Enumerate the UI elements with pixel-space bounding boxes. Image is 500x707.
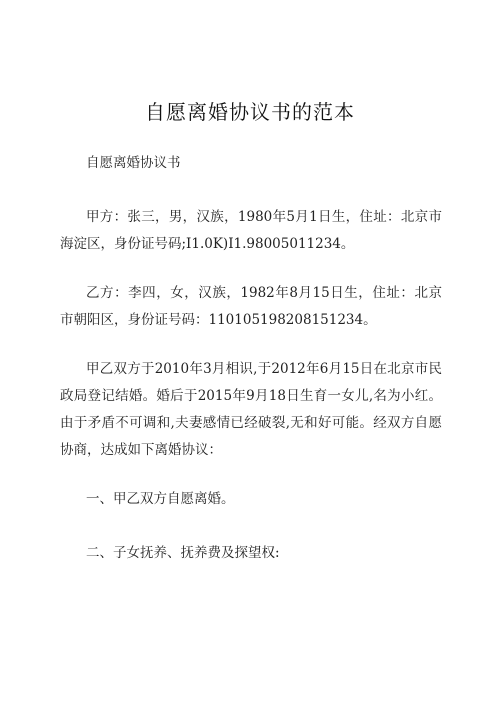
party-b-paragraph: 乙方：李四，女，汉族，1982年8月15日生，住址：北京市朝阳区，身份证号码：110105198208151234。	[60, 285, 442, 328]
agreement-heading: 自愿离婚协议书	[86, 155, 181, 171]
clause-2: 二、子女抚养、抚养费及探望权:	[86, 545, 280, 561]
marriage-facts-paragraph: 甲乙双方于2010年3月相识,于2012年6月15日在北京市民政局登记结婚。婚后于2015年9月18日生育一女儿,名为小红。由于矛盾不可调和,夫妻感情已经破裂,无和好可能。经双方自愿协商，达成如下离婚协议：	[60, 361, 442, 458]
clause-1: 一、甲乙双方自愿离婚。	[86, 491, 235, 507]
party-a-paragraph: 甲方：张三，男，汉族，1980年5月1日生，住址：北京市海淀区，身份证号码;I1.0K)I1.98005011234。	[60, 209, 442, 252]
document-title: 自愿离婚协议书的范本	[145, 100, 355, 124]
